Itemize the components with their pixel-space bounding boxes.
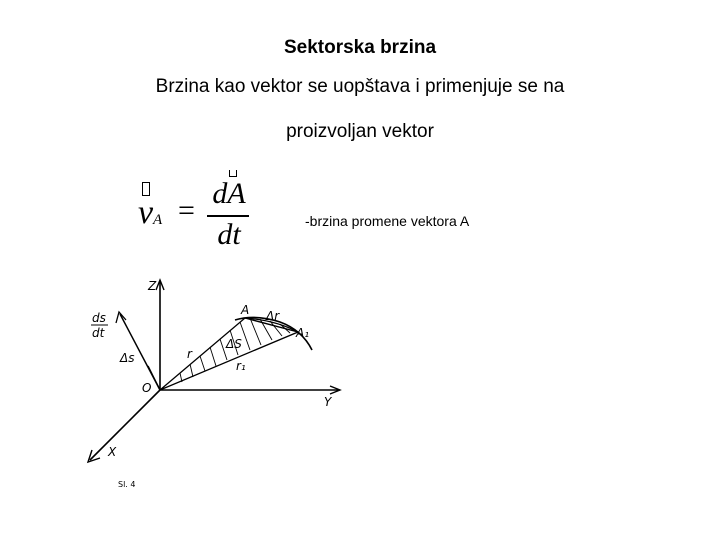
- label-z: Z: [148, 279, 157, 293]
- formula-denominator: dt: [217, 218, 241, 251]
- slide-title: Sektorska brzina: [283, 37, 437, 58]
- sector-velocity-formula: [138, 172, 258, 252]
- fraction-bar: [207, 215, 249, 217]
- formula-equals: =: [178, 194, 195, 227]
- sector-velocity-figure: [40, 270, 360, 500]
- formula-numerator: dA: [212, 177, 246, 210]
- x-axis: [90, 390, 160, 460]
- subtitle-line-2: proizvoljan vektor: [286, 121, 434, 142]
- formula-lhs: v: [138, 194, 154, 231]
- label-delta-s-area: ΔS: [226, 337, 242, 351]
- label-a1: A₁: [296, 326, 310, 340]
- label-delta-s: Δs: [120, 351, 135, 365]
- formula-description: -brzina promene vektora A: [305, 213, 470, 229]
- formula-subscript: A: [153, 212, 163, 228]
- label-r1: r₁: [236, 359, 246, 373]
- label-x: X: [108, 445, 117, 459]
- label-r: r: [187, 347, 192, 361]
- figure-caption: Sl. 4: [118, 480, 136, 489]
- label-o: O: [142, 381, 152, 395]
- swept-sector: [160, 318, 298, 390]
- vector-arrow-icon: [229, 170, 237, 177]
- label-delta-r: Δr: [266, 309, 280, 323]
- label-y: Y: [324, 395, 332, 409]
- label-ds: ds: [92, 311, 106, 325]
- label-dt: dt: [92, 326, 105, 340]
- subtitle-line-1: Brzina kao vektor se uopštava i primenjuje se na: [155, 76, 565, 97]
- label-a: A: [241, 303, 250, 317]
